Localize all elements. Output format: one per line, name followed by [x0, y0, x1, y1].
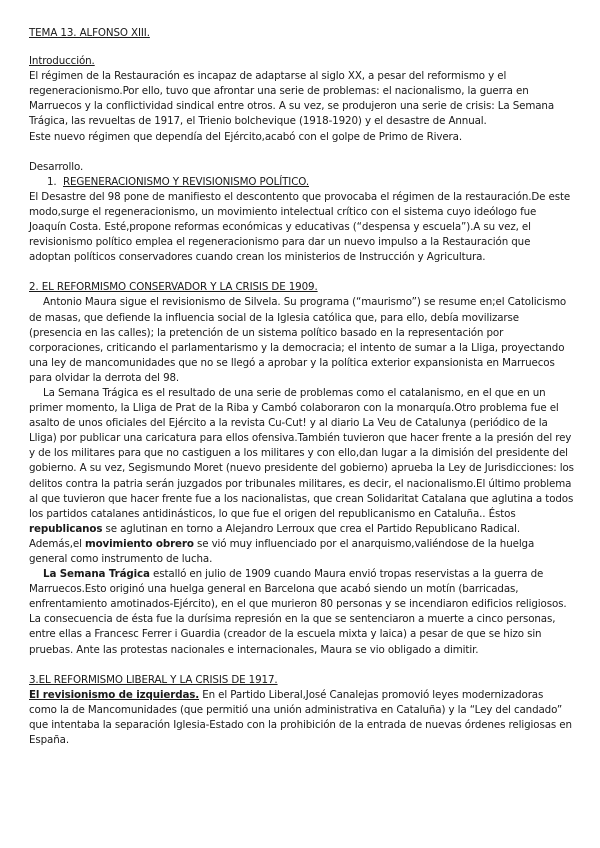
- text-run: estalló en julio de 1909 cuando Maura envió tropas reservistas a la guerra de Marruecos.Esto originó una huelga general en Barcelona que acabó siendo un motín (barricadas, enfrentamiento amotinados-Ejército), en el que murieron 80 personas y se incendiaron edificios religiosos. La consecuencia de ésta fue la durísima represión en la que se sentenciaron a muerte a cinco personas, entre ellas a Francesc Ferrer i Guardia (creador de la escuela mixta y laica) a pesar de que se hizo sin pruebas. Ante las protestas nacionales e internacionales, Maura se vio obligado a dimitir.: [29, 568, 567, 656]
- section-2-paragraph-2: [29, 386, 574, 567]
- bold-term-republicanos: republicanos: [29, 522, 103, 535]
- bold-term-revisionismo-izquierdas: El revisionismo de izquierdas.: [29, 688, 200, 701]
- spacer: [29, 265, 574, 280]
- text-run: se vió muy influenciado por el anarquismo,valiéndose de la huelga general como instrumento de lucha.: [29, 537, 535, 565]
- page-title: TEMA 13. ALFONSO XIII.: [29, 27, 150, 39]
- intro-heading: Introducción.: [29, 55, 95, 68]
- section-3-paragraph-1: [29, 688, 574, 748]
- desarrollo-label: Desarrollo.: [29, 160, 84, 173]
- section-1-paragraph: El Desastre del 98 pone de manifiesto el descontento que provocaba el régimen de la restauración.De este modo,surge el regeneracionismo, un movimiento intelectual crítico con el sistema cuyo ideólogo fue Joaquín Costa. Esté,propone reformas económicas y educativas (“despensa y escuela”).A su vez, el revisionismo político emplea el regeneracionismo para dar un nuevo impulso a la Restauración que adoptan políticos conservadores cuando crean los ministerios de Instrucción y Agricultura.: [29, 190, 571, 264]
- intro-paragraph-2: Este nuevo régimen que dependía del Ejército,acabó con el golpe de Primo de Rivera.: [29, 130, 463, 143]
- section-3-heading: 3.EL REFORMISMO LIBERAL Y LA CRISIS DE 1917.: [29, 673, 278, 686]
- section-2-heading: 2. EL REFORMISMO CONSERVADOR Y LA CRISIS DE 1909.: [29, 281, 318, 294]
- section-2-paragraph-3: [29, 567, 574, 658]
- bold-term-semana-tragica: La Semana Trágica: [43, 568, 150, 581]
- spacer: [29, 145, 574, 160]
- text-run: La Semana Trágica es el resultado de una serie de problemas como el catalanismo, en el que en un primer momento, la Lliga de Prat de la Riba y Cambó colaboraron con la monarquía.Otro problema fue el asalto de unos oficiales del Ejército a la revista Cu-Cut! y al diario La Veu de Catalunya (periódico de la Lliga) por publicar una caricatura para ellos ofensiva.También tuvieron que hacer frente a la presión del rey y de los militares para que no castiguen a los militares y con ello,dan lugar a la dimisión del presidente del gobierno. A su vez, Segismundo Moret (nuevo presidente del gobierno) aprueba la Ley de Jurisdicciones: los delitos contra la patria serán juzgados por tribunales militares, es decir, el nacionalismo.El último problema al que tuvieron que hacer frente fue a los nacionalistas, que crean Solidaritat Catalana que aglutina a todos los partidos catalanes antidinásticos, lo que fue el origen del republicanismo en Cataluña.. Éstos: [29, 386, 574, 520]
- spacer: [29, 658, 574, 673]
- text-run: En el Partido Liberal,José Canalejas promovió leyes modernizadoras como la de Mancomunidades (que permitió una unión administrativa en Cataluña) y la “Ley del candado” que intentaba la separación Iglesia-Estado con la prohibición de la entrada de nuevas órdenes religiosas en España.: [29, 688, 572, 747]
- section-1-heading: [29, 175, 574, 190]
- intro-paragraph-1: El régimen de la Restauración es incapaz de adaptarse al siglo XX, a pesar del reformismo y el regeneracionismo.Por ello, tuvo que afrontar una serie de problemas: el nacionalismo, la guerra en Marruecos y la conflictividad sindical entre otros. A su vez, se produjeron una serie de crisis: La Semana Trágica, las revueltas de 1917, el Trienio bolchevique (1918-1920) y el desastre de Annual.: [29, 70, 555, 128]
- section-2-paragraph-1: Antonio Maura sigue el revisionismo de Silvela. Su programa (“maurismo”) se resume en;el Catolicismo de masas, que defiende la influencia social de la Iglesia católica que, para ello, debía movilizarse (presencia en las calles); la pretención de un sistema político basado en la representación por corporaciones, criticando el parlamentarismo y la democracia; el intento de sumar a la Lliga, proyectando una ley de mancomunidades que no se llegó a aprobar y la política exterior expansionista en Marruecos para olvidar la derrota del 98.: [29, 296, 567, 384]
- section-1-title: REGENERACIONISMO Y REVISIONISMO POLÍTICO.: [63, 175, 309, 188]
- bold-term-movimiento-obrero: movimiento obrero: [84, 537, 194, 550]
- text-run: se aglutinan en torno a Alejandro Lerroux que crea el Partido Republicano Radical. Además,el: [29, 522, 520, 550]
- section-1-number: 1.: [47, 175, 57, 188]
